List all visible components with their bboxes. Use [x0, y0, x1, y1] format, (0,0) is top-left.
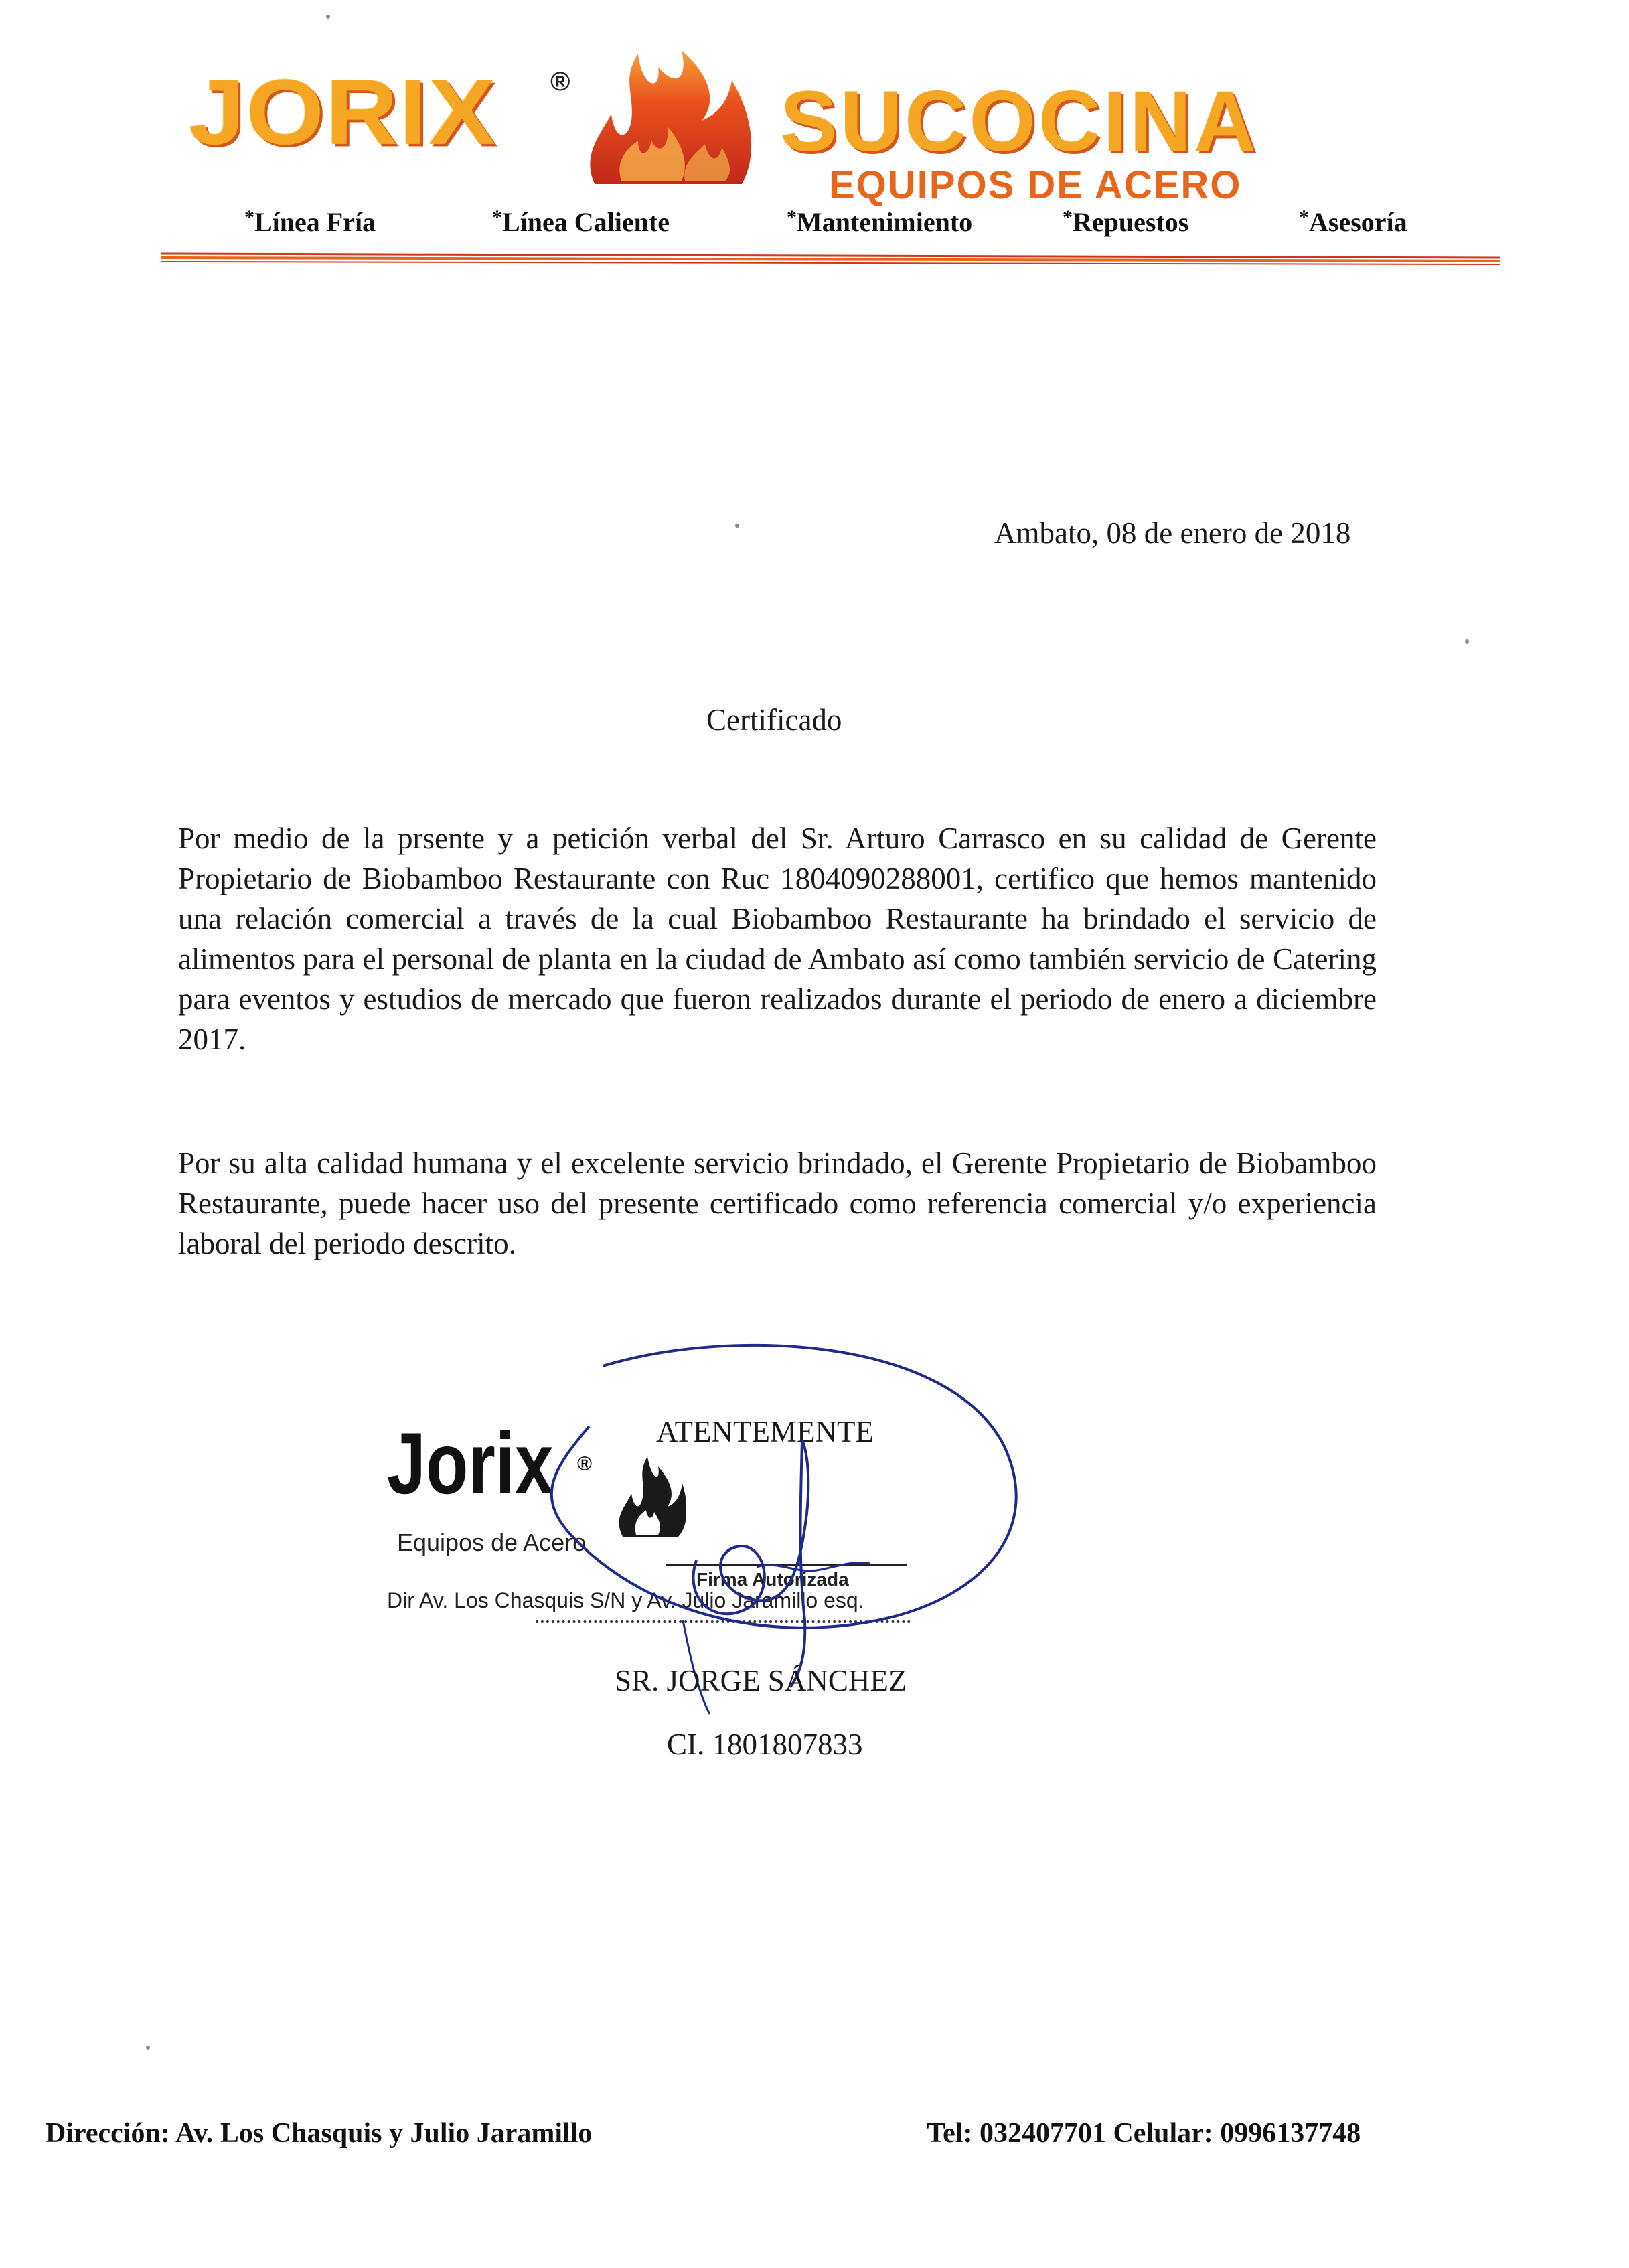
- service-item: * Línea Fría: [244, 206, 376, 238]
- service-item: * Repuestos: [1063, 206, 1188, 238]
- document-title: Certificado: [706, 703, 842, 737]
- signature-caption: Firma Autorizada: [696, 1569, 849, 1590]
- service-item: * Asesoría: [1299, 206, 1407, 238]
- footer-address: Dirección: Av. Los Chasquis y Julio Jaramillo: [46, 2118, 593, 2149]
- signer-name: SR. JORGE SÁNCHEZ: [615, 1664, 907, 1697]
- handwritten-signature: [536, 1339, 1044, 1768]
- signer-id: CI. 1801807833: [667, 1728, 863, 1761]
- scan-speck: [735, 524, 739, 528]
- service-item: * Mantenimiento: [787, 206, 972, 238]
- stamp-subtitle: Equipos de Acero: [397, 1529, 587, 1556]
- flame-icon: [574, 40, 775, 194]
- closing-salutation: ATENTEMENTE: [656, 1415, 874, 1448]
- scan-speck: [146, 2046, 150, 2050]
- stamp-registered-mark: ®: [577, 1453, 593, 1475]
- letter-date: Ambato, 08 de enero de 2018: [994, 516, 1351, 550]
- stamp-brand: Jorix: [387, 1414, 554, 1512]
- brand-tagline: EQUIPOS DE ACERO: [829, 163, 1242, 207]
- brand-name-sucocina: SUCOCINA: [780, 74, 1259, 169]
- header-divider: [161, 252, 1500, 265]
- footer-phones: Tel: 032407701 Celular: 0996137748: [927, 2118, 1361, 2149]
- scan-speck: [326, 15, 330, 19]
- scan-speck: [1465, 639, 1469, 644]
- brand-name-jorix: JORIX: [189, 60, 497, 164]
- body-paragraph: Por su alta calidad humana y el excelente servicio brindado, el Gerente Propietario de Biobamboo Restaurante, puede hacer uso del presente certificado como referencia comercial y/o experiencia laboral del periodo descrito.: [178, 1146, 1377, 1260]
- stamp-address: Dir Av. Los Chasquis S/N y Av. Julio Jaramillo esq.: [387, 1588, 864, 1612]
- body-paragraph: Por medio de la prsente y a petición verbal del Sr. Arturo Carrasco en su calidad de Gerente Propietario de Biobamboo Restaurante con Ruc 1804090288001, certifico que hemos mantenido una relación comercial a través de la cual Biobamboo Restaurante ha brindado el servicio de alimentos para el personal de planta en la ciudad de Ambato así como también servicio de Catering para eventos y estudios de mercado que fueron realizados durante el periodo de enero a diciembre 2017.: [178, 822, 1377, 1056]
- service-item: * Línea Caliente: [492, 206, 670, 238]
- registered-mark: ®: [550, 67, 570, 96]
